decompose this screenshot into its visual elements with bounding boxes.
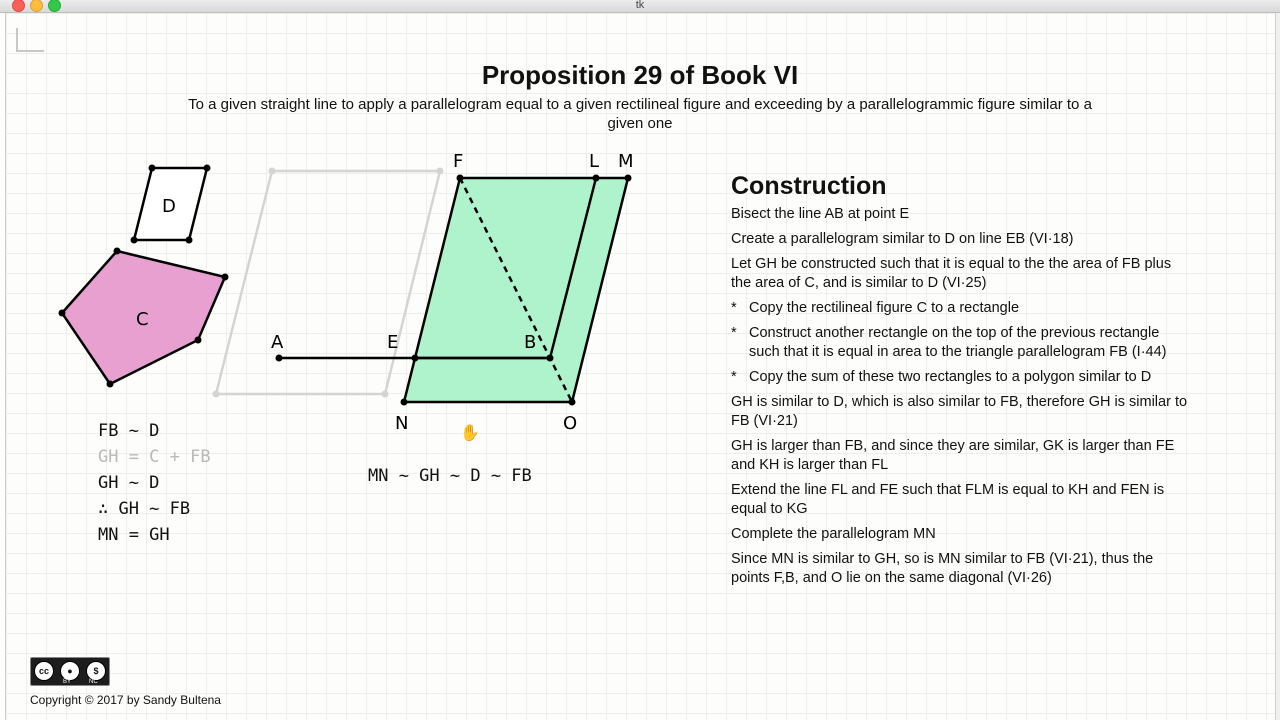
equation-1: FB ~ D [98, 421, 160, 441]
bullet-star-icon: * [731, 300, 737, 316]
equation-2: GH = C + FB [98, 447, 211, 467]
construction-substep: * Copy the rectilineal figure C to a rectangle [731, 300, 1020, 316]
creative-commons-badge[interactable] [30, 657, 110, 686]
by-icon: ● [60, 661, 80, 681]
nc-label: NC [89, 679, 98, 685]
hand-cursor-icon: ✋ [460, 425, 480, 442]
label-l: L [589, 151, 600, 172]
construction-step: GH is similar to D, which is also similar to FB, therefore GH is similar to FB (VI·21) [731, 394, 1188, 429]
label-c: C [136, 309, 149, 330]
nc-icon: $ [86, 661, 106, 681]
construction-heading: Construction [731, 172, 887, 200]
ghost-parallelogram [216, 171, 440, 394]
construction-step: Bisect the line AB at point E [731, 206, 910, 222]
equation-4: ∴ GH ~ FB [98, 499, 191, 519]
label-e: E [387, 332, 399, 353]
label-d: D [162, 196, 176, 217]
label-n: N [395, 413, 409, 434]
similarity-chain: MN ~ GH ~ D ~ FB [368, 466, 532, 486]
construction-panel [731, 172, 1191, 594]
construction-step: Extend the line FL and FE such that FLM is equal to KH and FEN is equal to KG [731, 482, 1165, 517]
construction-step: GH is larger than FB, and since they are similar, GK is larger than FE and KH is larger than FL [731, 438, 1175, 473]
construction-substep: * Construct another rectangle on the top of the previous rectangle such that it is equal in area to the triangle parallelogram FB (I·44) [731, 325, 1167, 360]
copyright-text: Copyright © 2017 by Sandy Bultena [30, 693, 221, 707]
equation-5: MN = GH [98, 525, 170, 545]
construction-step: Since MN is similar to GH, so is MN similar to FB (VI·21), thus the points F,B, and O lie on the same diagonal (VI·26) [731, 551, 1154, 586]
bullet-star-icon: * [731, 369, 737, 385]
by-label: BY [63, 679, 72, 685]
page-title: Proposition 29 of Book VI [481, 60, 799, 90]
window-title: tk [635, 0, 645, 11]
label-b: B [524, 332, 537, 353]
construction-step: Create a parallelogram similar to D on line EB (VI·18) [731, 231, 1074, 247]
label-a: A [271, 332, 284, 353]
equation-3: GH ~ D [98, 473, 160, 493]
construction-step: Complete the parallelogram MN [731, 526, 936, 542]
cc-icon: cc [34, 661, 54, 681]
label-o: O [563, 413, 578, 434]
page-subtitle: To a given straight line to apply a parallelogram equal to a given rectilineal figure and exceeding by a parallelogrammic figure similar to a given one [188, 96, 1092, 132]
label-m: M [618, 151, 634, 172]
label-f: F [453, 151, 464, 172]
bullet-star-icon: * [731, 325, 737, 341]
construction-substep: * Copy the sum of these two rectangles to a polygon similar to D [731, 369, 1152, 385]
construction-step: Let GH be constructed such that it is equal to the the area of FB plus the area of C, and is similar to D (VI·25) [731, 256, 1172, 291]
